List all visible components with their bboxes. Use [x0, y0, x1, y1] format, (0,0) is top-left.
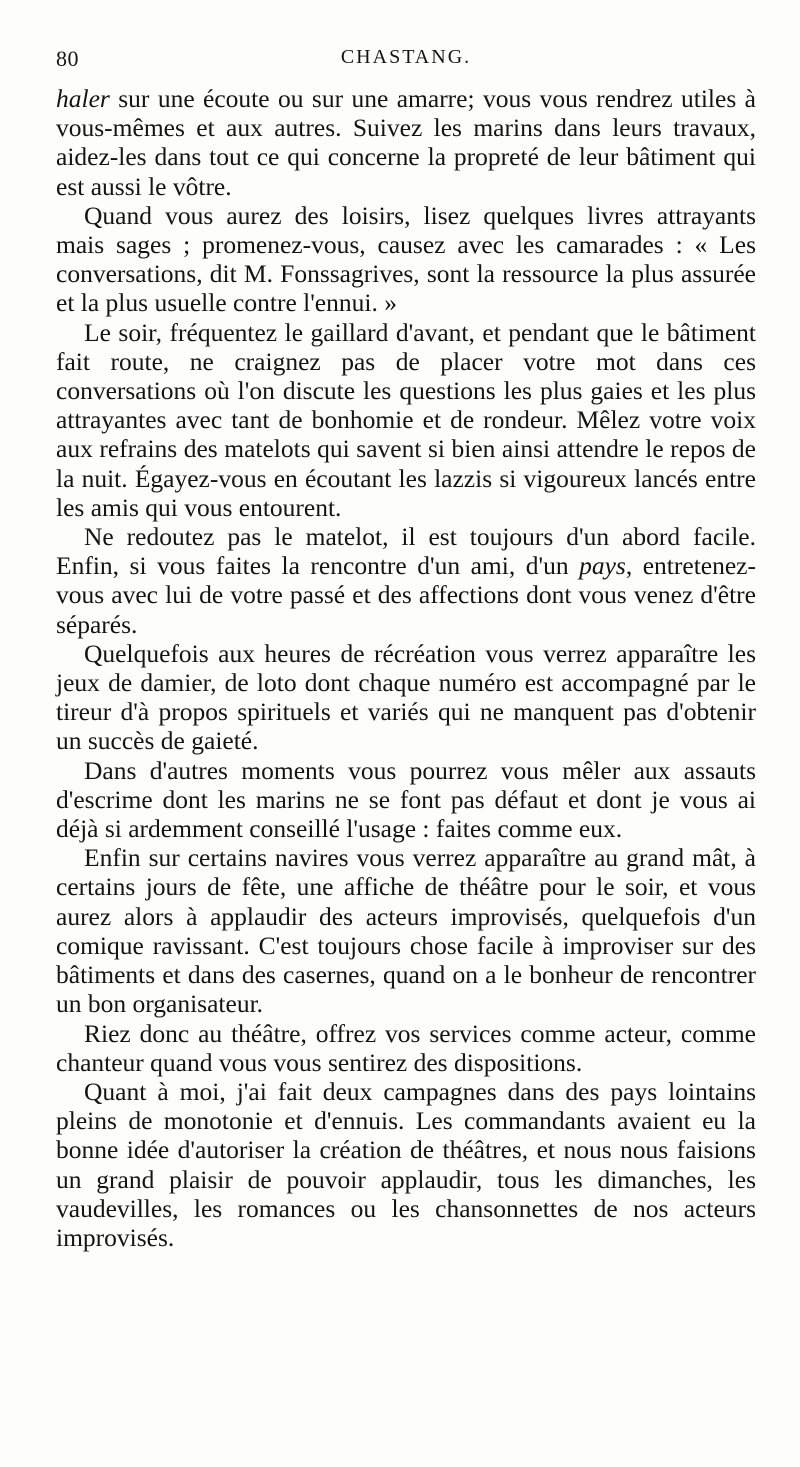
paragraph-text: Dans d'autres moments vous pourrez vous mêler aux assauts d'escrime dont les marins ne se font pas défaut et dont je vous ai déjà si ardemment conseillé l'usage : faites comme eux. [56, 755, 756, 844]
paragraph-text: Riez donc au théâtre, offrez vos services comme acteur, comme chanteur quand vous vous sentirez des dispositions. [56, 1018, 756, 1077]
paragraph-2 [56, 201, 756, 318]
paragraph-8 [56, 1019, 756, 1077]
paragraph-4 [56, 522, 756, 639]
paragraph-text: Quant à moi, j'ai fait deux campagnes dans des pays lointains pleins de monotonie et d'ennuis. Les commandants avaient eu la bonne idée d'autoriser la création de théâtres, et nous nous faisions un grand plaisir de pouvoir applaudir, tous les dimanches, les vaudevilles, les romances ou les chansonnettes de nos acteurs improvisés. [56, 1076, 756, 1252]
italic-word: haler [56, 84, 110, 113]
paragraph-text: Quand vous aurez des loisirs, lisez quelques livres attrayants mais sages ; promenez-vous, causez avec les camarades : « Les conversations, dit M. Fonssagrives, sont la ressource la plus assurée et la plus usuelle contre l'ennui. » [56, 200, 756, 318]
paragraph-text: Quelquefois aux heures de récréation vous verrez apparaître les jeux de damier, de loto dont chaque numéro est accompagné par le tireur d'à propos spirituels et variés qui ne manquent pas d'obtenir un succès de gaieté. [56, 638, 756, 756]
paragraph-5 [56, 639, 756, 756]
italic-word: pays [579, 551, 626, 581]
paragraph-text: Enfin sur certains navires vous verrez apparaître au grand mât, à certains jours de fête, une affiche de théâtre pour le soir, et vous aurez alors à applaudir des acteurs improvisés, quelquefois d'un comique ravissant. C'est toujours chose facile à improviser sur des bâtiments et dans des casernes, quand on a le bonheur de rencontrer un bon organisateur. [56, 843, 756, 1019]
paragraph-3 [56, 318, 756, 522]
paragraph-6 [56, 756, 756, 844]
paragraph-text: Le soir, fréquentez le gaillard d'avant, et pendant que le bâtiment fait route, ne craignez pas de placer votre mot dans ces conversations où l'on discute les questions les plus gaies et les plus attrayantes avec tant de bonhomie et de rondeur. Mêlez votre voix aux refrains des matelots qui savent si bien ainsi attendre le repos de la nuit. Égayez-vous en écoutant les lazzis si vigoureux lancés entre les amis qui vous entourent. [56, 317, 756, 522]
paragraph-text: Ne redoutez pas le matelot, il est toujours d'un abord facile. Enfin, si vous faites la rencontre d'un ami, d'un [56, 522, 756, 581]
page-number: 80 [56, 46, 79, 71]
paragraph-text: sur une écoute ou sur une amarre; vous vous rendrez utiles à vous-mêmes et aux autres. Suivez les marins dans leurs travaux, aidez-les dans tout ce qui concerne la propreté de leur bâtiment qui est aussi le vôtre. [56, 84, 756, 201]
paragraph-9 [56, 1077, 756, 1252]
paragraph-7 [56, 843, 756, 1018]
running-title: CHASTANG. [340, 46, 472, 68]
running-head [56, 46, 756, 76]
paragraph-1 [56, 84, 756, 201]
paragraph-text: , entretenez-vous avec lui de votre passé et des affections dont vous venez d'être séparés. [56, 551, 756, 639]
body-text [56, 84, 756, 1252]
